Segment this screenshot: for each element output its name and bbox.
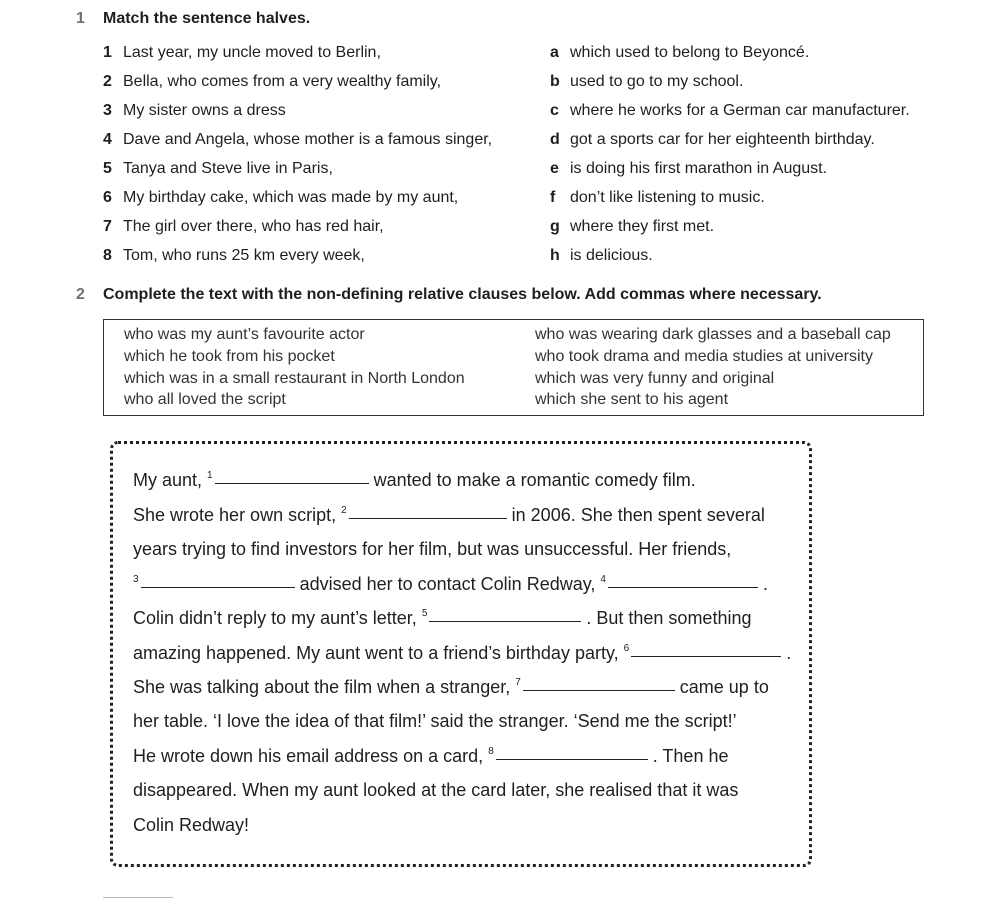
item-text: My sister owns a dress <box>123 102 286 119</box>
gap-blank-1[interactable] <box>215 482 369 484</box>
text-line: She wrote her own script, $^2$ in 2006. She then spent several <box>133 505 765 525</box>
item-text: My birthday cake, which was made by my aunt, <box>123 189 459 206</box>
item-text: is delicious. <box>570 247 653 264</box>
clause-option: who all loved the script <box>124 391 286 408</box>
item-letter: a <box>550 44 559 61</box>
item-text: don’t like listening to music. <box>570 189 765 206</box>
sentence-end-d <box>550 131 875 149</box>
gap-blank-5[interactable] <box>429 620 581 622</box>
item-text: Last year, my uncle moved to Berlin, <box>123 44 381 61</box>
sentence-start-1 <box>103 44 381 62</box>
item-letter: g <box>550 218 560 235</box>
footer-rule <box>103 897 173 898</box>
text-line: her table. ‘I love the idea of that film!’ said the stranger. ‘Send me the script!’ <box>133 711 737 731</box>
gap-blank-3[interactable] <box>141 586 295 588</box>
item-letter: c <box>550 102 559 119</box>
item-number: 8 <box>103 247 112 264</box>
text-line: He wrote down his email address on a card, $^8$ . Then he <box>133 746 729 766</box>
item-letter: e <box>550 160 559 177</box>
exercise-1-title: Match the sentence halves. <box>103 10 311 27</box>
item-number: 3 <box>103 102 112 119</box>
clause-option: which he took from his pocket <box>124 348 335 365</box>
text-line: Colin Redway! <box>133 815 250 835</box>
gap-blank-7[interactable] <box>523 689 675 691</box>
gap-number: 1 <box>207 470 213 481</box>
text-line: She was talking about the film when a stranger, $^7$ came up to <box>133 677 769 697</box>
item-text: where he works for a German car manufacturer. <box>570 102 910 119</box>
sentence-end-e <box>550 160 827 178</box>
clause-option: which was very funny and original <box>535 370 775 387</box>
sentence-end-b <box>550 73 743 91</box>
sentence-end-f <box>550 189 765 207</box>
item-number: 4 <box>103 131 112 148</box>
sentence-end-g <box>550 218 714 236</box>
gap-number: 3 <box>133 574 139 585</box>
gap-blank-2[interactable] <box>349 517 507 519</box>
gap-number: 8 <box>488 746 494 757</box>
text-line: amazing happened. My aunt went to a friend’s birthday party, $^6$ . <box>133 643 792 663</box>
item-number: 1 <box>103 44 112 61</box>
gap-number: 2 <box>341 505 347 516</box>
exercise-2-title: Complete the text with the non-defining relative clauses below. Add commas where necessary. <box>103 286 822 303</box>
item-text: Dave and Angela, whose mother is a famous singer, <box>123 131 493 148</box>
text-line: My aunt, $^1$ wanted to make a romantic comedy film. <box>133 470 696 490</box>
exercise-1-number: 1 <box>76 10 85 27</box>
sentence-start-3 <box>103 102 286 120</box>
item-text: where they first met. <box>570 218 715 235</box>
gap-number: 4 <box>600 574 606 585</box>
text-line: $^3$ advised her to contact Colin Redway, $^4$ . <box>133 574 768 594</box>
sentence-start-2 <box>103 73 441 91</box>
item-text: Bella, who comes from a very wealthy family, <box>123 73 442 90</box>
item-text: The girl over there, who has red hair, <box>123 218 384 235</box>
item-number: 7 <box>103 218 112 235</box>
item-text: Tanya and Steve live in Paris, <box>123 160 333 177</box>
sentence-start-6 <box>103 189 458 207</box>
gap-number: 5 <box>421 608 428 619</box>
sentence-start-4 <box>103 131 492 149</box>
sentence-end-a <box>550 44 809 62</box>
gap-number: 6 <box>623 643 630 654</box>
item-number: 5 <box>103 160 112 177</box>
item-letter: d <box>550 131 560 148</box>
sentence-start-7 <box>103 218 384 236</box>
item-text: is doing his first marathon in August. <box>570 160 828 177</box>
sentence-end-h <box>550 247 653 265</box>
item-number: 6 <box>103 189 112 206</box>
text-line: Colin didn’t reply to my aunt’s letter, $^5$ . But then something <box>133 608 752 628</box>
item-text: Tom, who runs 25 km every week, <box>123 247 365 264</box>
clause-option: who was wearing dark glasses and a baseball cap <box>535 326 891 343</box>
text-line: disappeared. When my aunt looked at the card later, she realised that it was <box>133 780 739 800</box>
item-text: got a sports car for her eighteenth birthday. <box>570 131 875 148</box>
clause-option: which she sent to his agent <box>535 391 729 408</box>
gap-blank-4[interactable] <box>608 586 758 588</box>
clause-option: who took drama and media studies at university <box>535 348 873 365</box>
sentence-start-8 <box>103 247 365 265</box>
gap-blank-6[interactable] <box>631 655 781 657</box>
sentence-end-c <box>550 102 910 120</box>
item-letter: b <box>550 73 560 90</box>
item-text: used to go to my school. <box>570 73 744 90</box>
sentence-start-5 <box>103 160 333 178</box>
clause-option: which was in a small restaurant in North London <box>124 370 465 387</box>
exercise-2-number: 2 <box>76 286 85 303</box>
gap-blank-8[interactable] <box>496 758 648 760</box>
item-text: which used to belong to Beyoncé. <box>570 44 810 61</box>
gap-number: 7 <box>515 677 521 688</box>
item-letter: h <box>550 247 560 264</box>
item-letter: f <box>550 189 556 206</box>
clause-option: who was my aunt’s favourite actor <box>124 326 365 343</box>
text-line: years trying to find investors for her film, but was unsuccessful. Her friends, <box>133 539 732 559</box>
item-number: 2 <box>103 73 112 90</box>
